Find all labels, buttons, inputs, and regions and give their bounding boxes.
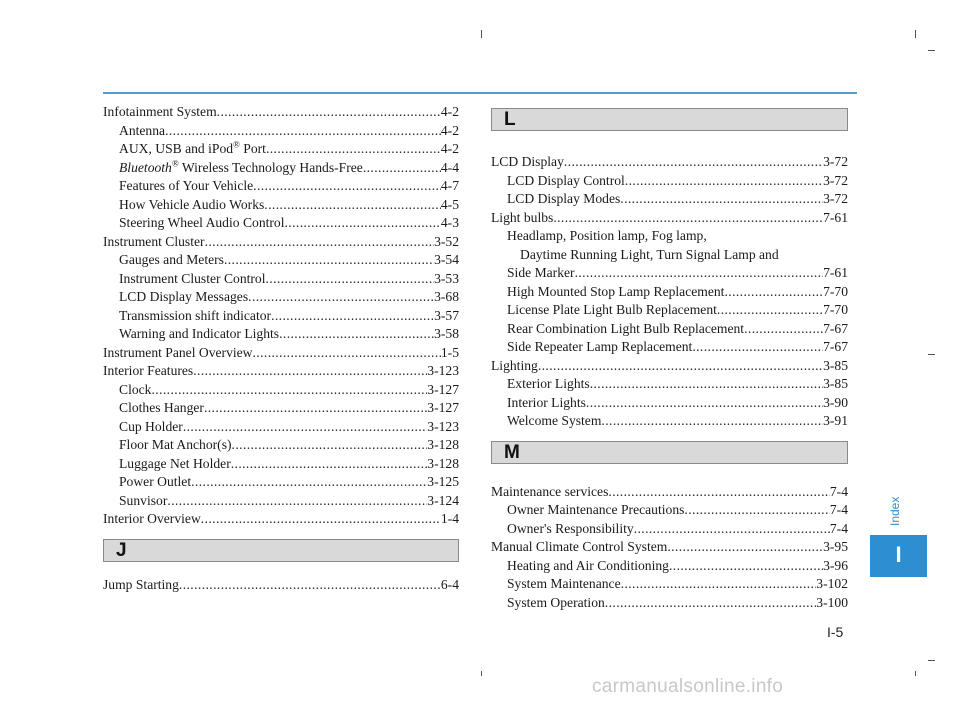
leader-dots — [586, 394, 823, 413]
entry-page: 7-4 — [829, 483, 848, 499]
leader-dots — [564, 153, 823, 172]
entry-page: 3-57 — [434, 307, 459, 323]
index-entry-wrapped: Headlamp, Position lamp, Fog lamp, — [507, 228, 707, 243]
index-entry — [103, 159, 459, 178]
entry-title: Luggage Net Holder — [119, 455, 231, 471]
entry-title: LCD Display Messages — [119, 289, 249, 304]
leader-dots — [179, 576, 441, 595]
index-side-tab — [870, 482, 927, 532]
entry-page: 3-53 — [434, 270, 459, 286]
entry-page: 4-7 — [440, 178, 459, 193]
crop-mark — [928, 50, 935, 51]
entry-title: Power Outlet — [119, 474, 192, 489]
index-entry — [103, 103, 459, 122]
index-column-left — [103, 103, 459, 594]
crop-mark — [928, 660, 935, 661]
entry-title: High Mounted Stop Lamp Replacement — [507, 283, 725, 299]
index-entry — [491, 301, 848, 320]
index-letter-tab — [870, 535, 927, 577]
leader-dots — [538, 357, 823, 376]
index-entry — [103, 344, 459, 363]
entry-title: Rear Combination Light Bulb Replacement — [507, 320, 745, 336]
entry-page: 3-125 — [427, 474, 459, 489]
page-number: I-5 — [827, 624, 844, 640]
entry-title: Exterior Lights — [507, 376, 590, 391]
entry-page: 4-4 — [440, 159, 459, 175]
index-entry — [491, 412, 848, 431]
entry-title: Interior Lights — [507, 394, 586, 410]
entry-page: 7-67 — [823, 339, 848, 354]
leader-dots — [193, 362, 427, 381]
index-entry — [491, 283, 848, 302]
entry-page: 3-128 — [427, 455, 459, 471]
leader-dots — [271, 307, 434, 326]
leader-dots — [717, 301, 823, 320]
entry-page: 3-90 — [823, 394, 848, 410]
entry-title: Instrument Panel Overview — [103, 344, 253, 360]
index-entry — [103, 492, 459, 511]
entry-page: 7-4 — [829, 520, 848, 536]
entry-title: Features of Your Vehicle — [119, 178, 254, 193]
entry-title: System Maintenance — [507, 576, 621, 591]
entry-title: Floor Mat Anchor(s) — [119, 437, 232, 452]
index-entry — [491, 190, 848, 209]
entry-title: Owner's Responsibility — [507, 520, 634, 536]
leader-dots — [183, 418, 427, 437]
section-header-l — [491, 108, 848, 131]
entry-page: 7-4 — [829, 502, 848, 517]
crop-mark — [481, 671, 482, 676]
entry-title: Manual Climate Control System — [491, 539, 668, 554]
index-entry — [103, 399, 459, 418]
entry-page: 4-2 — [440, 141, 459, 156]
index-group — [103, 576, 459, 595]
entry-page: 3-100 — [816, 594, 848, 610]
index-group — [103, 103, 459, 529]
entry-title: Clothes Hanger — [119, 400, 204, 415]
leader-dots — [217, 103, 441, 122]
entry-page: 7-61 — [823, 209, 848, 225]
index-entry — [491, 594, 848, 613]
index-entry — [491, 394, 848, 413]
index-entry — [103, 288, 459, 307]
index-entry — [491, 357, 848, 376]
index-entry — [491, 320, 848, 339]
leader-dots — [201, 510, 441, 529]
leader-dots — [231, 455, 428, 474]
entry-page: 3-127 — [427, 381, 459, 397]
index-entry — [103, 418, 459, 437]
index-entry — [103, 576, 459, 595]
entry-title: LCD Display Control — [507, 172, 625, 188]
leader-dots — [744, 320, 823, 339]
entry-page: 3-52 — [434, 233, 459, 249]
section-letter: J — [116, 539, 127, 561]
index-entry — [103, 436, 459, 455]
entry-title: License Plate Light Bulb Replacement — [507, 302, 717, 317]
entry-page: 4-2 — [440, 122, 459, 138]
crop-mark — [915, 671, 916, 676]
crop-mark — [481, 30, 482, 38]
leader-dots — [191, 473, 427, 492]
entry-page: 4-2 — [440, 104, 459, 119]
leader-dots — [167, 492, 427, 511]
index-entry — [103, 455, 459, 474]
entry-page: 1-5 — [440, 344, 459, 360]
index-entry — [491, 538, 848, 557]
leader-dots — [363, 159, 441, 178]
watermark: carmanualsonline.info — [592, 676, 784, 697]
entry-title: Instrument Cluster Control — [119, 270, 266, 286]
entry-page: 3-95 — [823, 539, 848, 554]
index-entry — [103, 381, 459, 400]
entry-title: Interior Features — [103, 363, 194, 378]
section-letter: L — [504, 109, 516, 130]
entry-title: Instrument Cluster — [103, 233, 205, 249]
entry-page: 3-72 — [823, 172, 848, 188]
crop-mark — [915, 30, 916, 38]
leader-dots — [724, 283, 823, 302]
entry-title: Owner Maintenance Precautions — [507, 502, 685, 517]
entry-title: Side Repeater Lamp Replacement — [507, 339, 693, 354]
leader-dots — [669, 557, 823, 576]
entry-title: Bluetooth® Wireless Technology Hands-Free — [119, 157, 363, 175]
index-entry — [491, 557, 848, 576]
entry-page: 3-72 — [823, 154, 848, 169]
leader-dots — [667, 538, 823, 557]
section-header-j — [103, 539, 459, 562]
index-entry-wrapped: Daytime Running Light, Turn Signal Lamp and — [520, 246, 779, 262]
leader-dots — [692, 338, 823, 357]
entry-title: Lighting — [491, 357, 538, 373]
index-entry — [103, 362, 459, 381]
leader-dots — [253, 344, 441, 363]
leader-dots — [264, 196, 441, 215]
entry-page: 3-91 — [823, 413, 848, 428]
index-column-right — [491, 103, 848, 612]
entry-title: Cup Holder — [119, 418, 183, 434]
entry-title: Heating and Air Conditioning — [507, 557, 669, 573]
leader-dots — [625, 172, 823, 191]
entry-title: Interior Overview — [103, 511, 201, 526]
leader-dots — [253, 177, 441, 196]
entry-title: System Operation — [507, 594, 605, 610]
index-entry — [491, 520, 848, 539]
index-entry — [103, 214, 459, 233]
index-entry — [491, 375, 848, 394]
entry-title: Warning and Indicator Lights — [119, 326, 280, 341]
leader-dots — [553, 209, 823, 228]
entry-title: Gauges and Meters — [119, 252, 224, 267]
index-entry — [103, 196, 459, 215]
entry-page: 3-68 — [434, 289, 459, 304]
entry-page: 3-127 — [427, 400, 459, 415]
entry-page: 1-4 — [440, 511, 459, 526]
entry-title: LCD Display Modes — [507, 191, 621, 206]
leader-dots — [601, 412, 823, 431]
leader-dots — [285, 214, 441, 233]
entry-page: 3-123 — [427, 363, 459, 378]
index-entry — [103, 233, 459, 252]
entry-page: 7-61 — [823, 265, 848, 280]
index-entry — [103, 177, 459, 196]
entry-page: 3-102 — [816, 576, 848, 591]
leader-dots — [248, 288, 434, 307]
leader-dots — [266, 140, 441, 159]
index-entry — [103, 325, 459, 344]
crop-mark — [928, 354, 935, 355]
leader-dots — [224, 251, 434, 270]
leader-dots — [620, 190, 823, 209]
leader-dots — [205, 233, 435, 252]
leader-dots — [232, 436, 428, 455]
entry-title: AUX, USB and iPod® Port — [119, 139, 266, 156]
entry-page: 3-85 — [823, 357, 848, 373]
leader-dots — [266, 270, 435, 289]
index-entry — [103, 140, 459, 159]
header-rule — [103, 92, 857, 94]
leader-dots — [605, 594, 816, 613]
index-entry — [103, 510, 459, 529]
entry-title: Clock — [119, 381, 152, 397]
entry-page: 7-70 — [823, 302, 848, 317]
entry-page: 7-70 — [823, 283, 848, 299]
leader-dots — [634, 520, 830, 539]
leader-dots — [608, 483, 829, 502]
index-group — [491, 153, 848, 227]
index-entry — [103, 270, 459, 289]
entry-title: Transmission shift indicator — [119, 307, 272, 323]
index-entry — [491, 338, 848, 357]
side-tab-label: Index — [888, 496, 902, 526]
index-group — [491, 283, 848, 431]
leader-dots — [204, 399, 427, 418]
entry-title: Antenna — [119, 122, 166, 138]
index-entry — [103, 251, 459, 270]
entry-title: Sunvisor — [119, 492, 168, 508]
entry-title: Jump Starting — [103, 576, 179, 592]
entry-page: 4-5 — [440, 196, 459, 212]
entry-page: 3-58 — [434, 326, 459, 341]
leader-dots — [151, 381, 427, 400]
index-entry — [491, 483, 848, 502]
entry-page: 3-124 — [427, 492, 459, 508]
index-entry — [491, 501, 848, 520]
entry-page: 7-67 — [823, 320, 848, 336]
entry-page: 3-128 — [427, 437, 459, 452]
entry-page: 3-72 — [823, 191, 848, 206]
entry-title: Light bulbs — [491, 209, 554, 225]
index-entry — [491, 264, 848, 283]
index-entry — [491, 209, 848, 228]
section-header-m — [491, 441, 848, 464]
index-entry — [491, 575, 848, 594]
entry-title: Steering Wheel Audio Control — [119, 215, 285, 230]
index-entry — [491, 153, 848, 172]
entry-title: Infotainment System — [103, 104, 217, 119]
index-entry — [103, 473, 459, 492]
entry-page: 6-4 — [440, 576, 459, 592]
entry-page: 4-3 — [440, 215, 459, 230]
leader-dots — [684, 501, 829, 520]
entry-page: 3-85 — [823, 376, 848, 391]
index-group — [491, 483, 848, 613]
entry-page: 3-123 — [427, 418, 459, 434]
leader-dots — [575, 264, 824, 283]
entry-page: 3-54 — [434, 252, 459, 267]
entry-title: LCD Display — [491, 154, 564, 169]
index-entry — [491, 172, 848, 191]
entry-title: Welcome System — [507, 413, 602, 428]
leader-dots — [590, 375, 823, 394]
index-entry — [103, 307, 459, 326]
entry-title: Side Marker — [507, 265, 575, 280]
index-entry — [103, 122, 459, 141]
side-tab-letter: I — [895, 542, 902, 567]
entry-page: 3-96 — [823, 557, 848, 573]
entry-title: How Vehicle Audio Works — [119, 196, 265, 212]
leader-dots — [165, 122, 441, 141]
section-letter: M — [504, 441, 520, 463]
leader-dots — [621, 575, 817, 594]
leader-dots — [279, 325, 434, 344]
entry-title: Maintenance services — [491, 483, 609, 499]
